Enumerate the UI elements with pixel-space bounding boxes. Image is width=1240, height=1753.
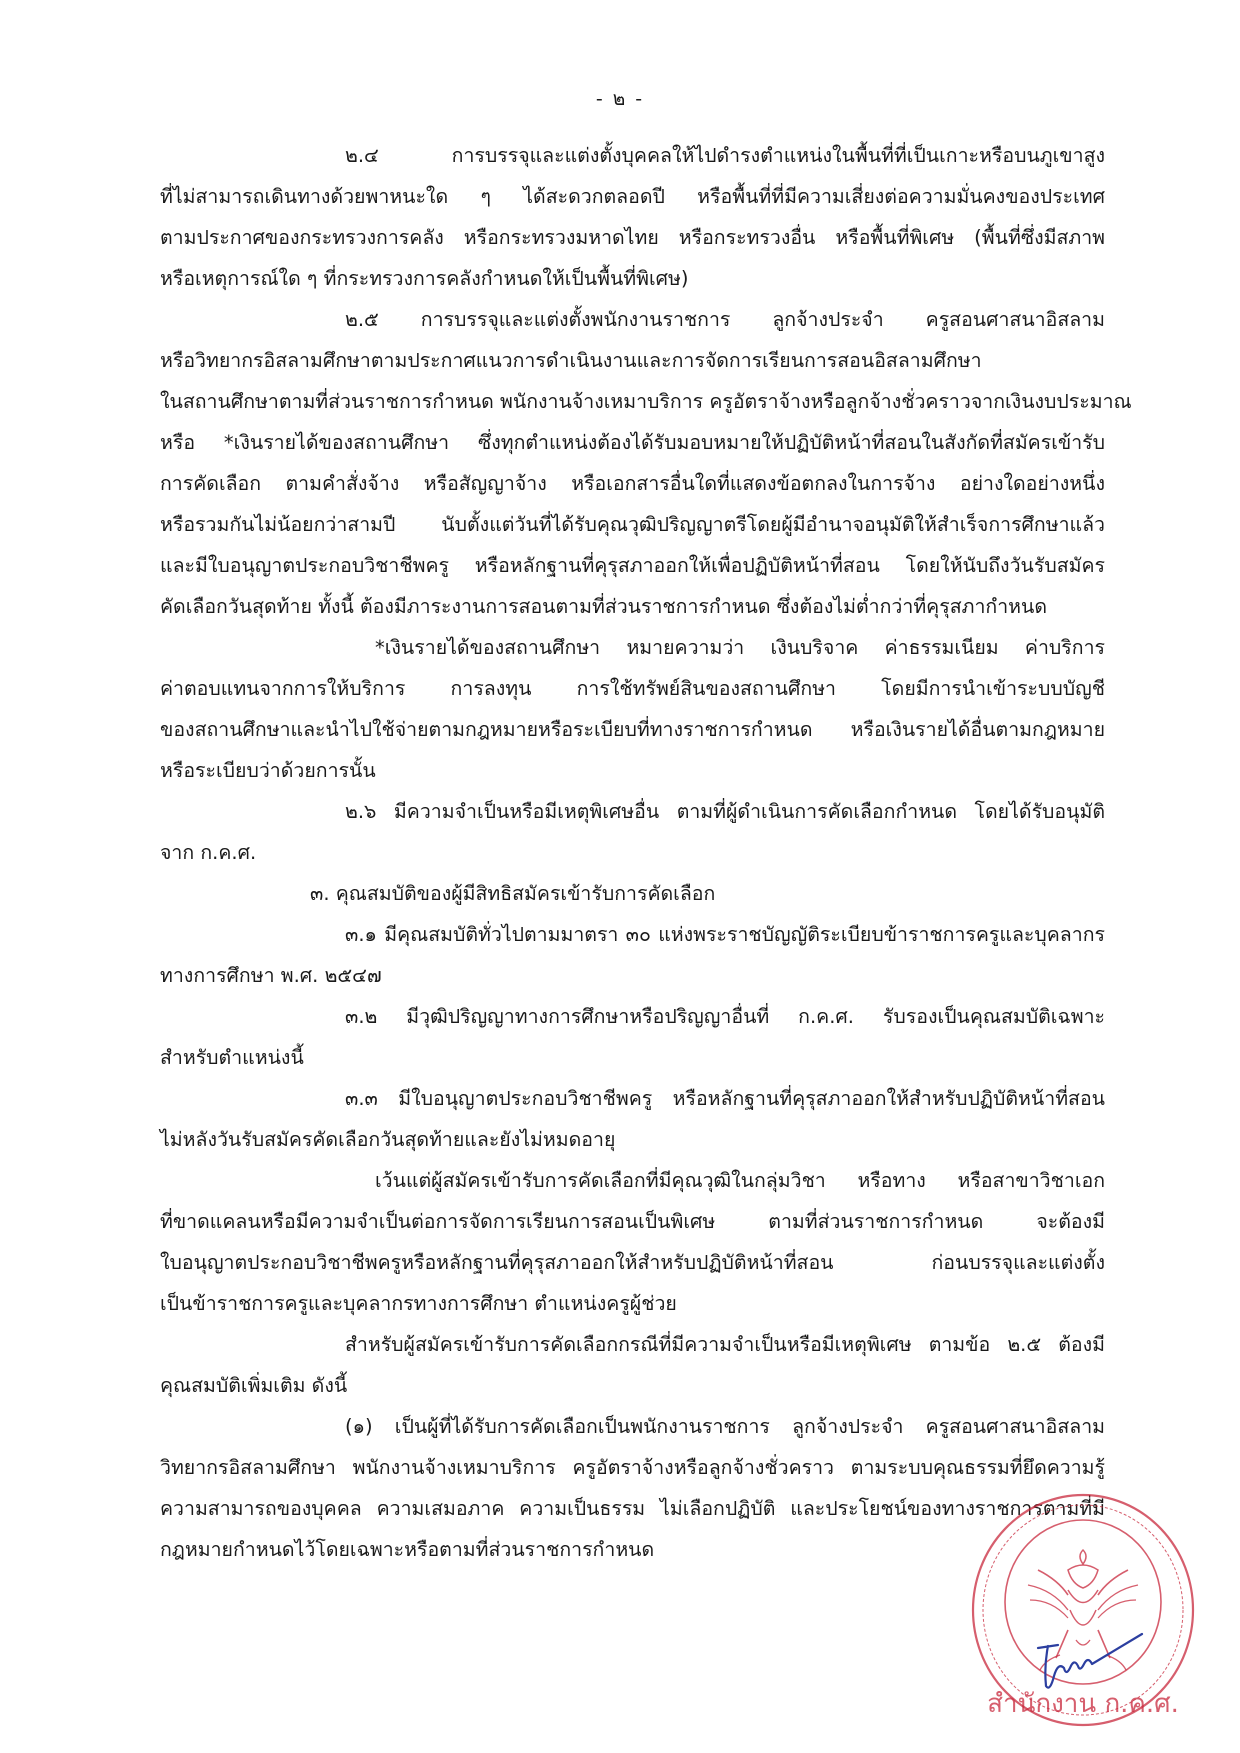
- text-line: ๒.๖ มีความจำเป็นหรือมีเหตุพิเศษอื่น ตามที่ผู้ดำเนินการคัดเลือกกำหนด โดยได้รับอนุมัติ: [345, 800, 1105, 823]
- text-line: ๒.๔ การบรรจุและแต่งตั้งบุคคลให้ไปดำรงตำแหน่งในพื้นที่ที่เป็นเกาะหรือบนภูเขาสูง: [345, 144, 1105, 167]
- paragraph-3-3-exception: [160, 1160, 1105, 1324]
- text-line: หรือรวมกันไม่น้อยกว่าสามปี นับตั้งแต่วันที่ได้รับคุณวุฒิปริญญาตรีโดยผู้มีอำนาจอนุมัติให้สำเร็จการศึกษาแล้ว: [160, 513, 1105, 536]
- paragraph-3-3: [160, 1078, 1105, 1160]
- text-line: ทางการศึกษา พ.ศ. ๒๕๔๗: [160, 964, 382, 987]
- text-line: ที่ขาดแคลนหรือมีความจำเป็นต่อการจัดการเรียนการสอนเป็นพิเศษ ตามที่ส่วนราชการกำหนด จะต้องมี: [160, 1210, 1105, 1233]
- text-line: ของสถานศึกษาและนำไปใช้จ่ายตามกฎหมายหรือระเบียบที่ทางราชการกำหนด หรือเงินรายได้อื่นตามกฎหมาย: [160, 718, 1105, 741]
- svg-text:สำนักงาน ก.ค.ศ.: สำนักงาน ก.ค.ศ.: [987, 1689, 1179, 1719]
- text-line: หรือวิทยากรอิสลามศึกษาตามประกาศแนวการดำเนินงานและการจัดการเรียนการสอนอิสลามศึกษา: [160, 349, 982, 372]
- text-line: ๓.๓ มีใบอนุญาตประกอบวิชาชีพครู หรือหลักฐานที่คุรุสภาออกให้สำหรับปฏิบัติหน้าที่สอน: [345, 1087, 1105, 1110]
- text-line: จาก ก.ค.ศ.: [160, 841, 257, 864]
- paragraph-2-5: [160, 299, 1132, 627]
- text-line: ๓.๒ มีวุฒิปริญญาทางการศึกษาหรือปริญญาอื่นที่ ก.ค.ศ. รับรองเป็นคุณสมบัติเฉพาะ: [345, 1005, 1105, 1028]
- signature: [1030, 1630, 1150, 1700]
- text-line: สำหรับผู้สมัครเข้ารับการคัดเลือกกรณีที่มีความจำเป็นหรือมีเหตุพิเศษ ตามข้อ ๒.๕ ต้องมี: [345, 1333, 1105, 1356]
- document-body: [160, 135, 1132, 1570]
- section-heading-3: [160, 873, 1105, 914]
- text-line: เว้นแต่ผู้สมัครเข้ารับการคัดเลือกที่มีคุณวุฒิในกลุ่มวิชา หรือทาง หรือสาขาวิชาเอก: [375, 1169, 1105, 1192]
- text-line: หรือ *เงินรายได้ของสถานศึกษา ซึ่งทุกตำแหน่งต้องได้รับมอบหมายให้ปฏิบัติหน้าที่สอนในสังกัดที่สมัครเข้ารับ: [160, 431, 1105, 454]
- text-line: *เงินรายได้ของสถานศึกษา หมายความว่า เงินบริจาค ค่าธรรมเนียม ค่าบริการ: [375, 636, 1105, 659]
- text-line: กฎหมายกำหนดไว้โดยเฉพาะหรือตามที่ส่วนราชการกำหนด: [160, 1538, 655, 1561]
- text-line: ๓.๑ มีคุณสมบัติทั่วไปตามมาตรา ๓๐ แห่งพระราชบัญญัติระเบียบข้าราชการครูและบุคลากร: [345, 923, 1105, 946]
- paragraph-3-3-item-1: [160, 1406, 1105, 1570]
- text-line: หรือระเบียบว่าด้วยการนั้น: [160, 759, 376, 782]
- text-line: คัดเลือกวันสุดท้าย ทั้งนี้ ต้องมีภาระงานการสอนตามที่ส่วนราชการกำหนด ซึ่งต้องไม่ต่ำกว่าที่คุรุสภากำหนด: [160, 595, 1048, 618]
- text-line: วิทยากรอิสลามศึกษา พนักงานจ้างเหมาบริการ ครูอัตราจ้างหรือลูกจ้างชั่วคราว ตามระบบคุณธรรมที่ยึดความรู้: [160, 1456, 1105, 1479]
- text-line: ความสามารถของบุคคล ความเสมอภาค ความเป็นธรรม ไม่เลือกปฏิบัติ และประโยชน์ของทางราชการตามที่มี: [160, 1497, 1105, 1520]
- text-line: สำหรับตำแหน่งนี้: [160, 1046, 304, 1069]
- text-line: เป็นข้าราชการครูและบุคลากรทางการศึกษา ตำแหน่งครูผู้ช่วย: [160, 1292, 677, 1315]
- section-heading: ๓. คุณสมบัติของผู้มีสิทธิสมัครเข้ารับการคัดเลือก: [310, 882, 716, 905]
- text-line: คุณสมบัติเพิ่มเติม ดังนี้: [160, 1374, 348, 1397]
- text-line: และมีใบอนุญาตประกอบวิชาชีพครู หรือหลักฐานที่คุรุสภาออกให้เพื่อปฏิบัติหน้าที่สอน โดยให้นับถึงวันรับสมัคร: [160, 554, 1105, 577]
- paragraph-3-2: [160, 996, 1105, 1078]
- text-line: หรือเหตุการณ์ใด ๆ ที่กระทรวงการคลังกำหนดให้เป็นพื้นที่พิเศษ): [160, 267, 689, 290]
- paragraph-2-6: [160, 791, 1105, 873]
- text-line: ที่ไม่สามารถเดินทางด้วยพาหนะใด ๆ ได้สะดวกตลอดปี หรือพื้นที่ที่มีความเสี่ยงต่อความมั่นคงของประเทศ: [160, 185, 1105, 208]
- paragraph-revenue-definition: [160, 627, 1105, 791]
- page-number: - ๒ -: [595, 88, 645, 110]
- text-line: ใบอนุญาตประกอบวิชาชีพครูหรือหลักฐานที่คุรุสภาออกให้สำหรับปฏิบัติหน้าที่สอน ก่อนบรรจุและแต่งตั้ง: [160, 1251, 1105, 1274]
- text-line: ในสถานศึกษาตามที่ส่วนราชการกำหนด พนักงานจ้างเหมาบริการ ครูอัตราจ้างหรือลูกจ้างชั่วคราวจากเงินงบประมาณ: [160, 390, 1132, 413]
- text-line: ๒.๕ การบรรจุและแต่งตั้งพนักงานราชการ ลูกจ้างประจำ ครูสอนศาสนาอิสลาม: [345, 308, 1105, 331]
- text-line: ค่าตอบแทนจากการให้บริการ การลงทุน การใช้ทรัพย์สินของสถานศึกษา โดยมีการนำเข้าระบบบัญชี: [160, 677, 1105, 700]
- paragraph-2-4: [160, 135, 1105, 299]
- text-line: ตามประกาศของกระทรวงการคลัง หรือกระทรวงมหาดไทย หรือกระทรวงอื่น หรือพื้นที่พิเศษ (พื้นที่ซึ่งมีสภาพ: [160, 226, 1105, 249]
- text-line: การคัดเลือก ตามคำสั่งจ้าง หรือสัญญาจ้าง หรือเอกสารอื่นใดที่แสดงข้อตกลงในการจ้าง อย่างใดอย่างหนึ่ง: [160, 472, 1105, 495]
- text-line: ไม่หลังวันรับสมัครคัดเลือกวันสุดท้ายและยังไม่หมดอายุ: [160, 1128, 616, 1151]
- paragraph-3-3-special-case: [160, 1324, 1105, 1406]
- signature-icon: [1030, 1630, 1150, 1700]
- paragraph-3-1: [160, 914, 1105, 996]
- text-line: (๑) เป็นผู้ที่ได้รับการคัดเลือกเป็นพนักงานราชการ ลูกจ้างประจำ ครูสอนศาสนาอิสลาม: [345, 1415, 1105, 1438]
